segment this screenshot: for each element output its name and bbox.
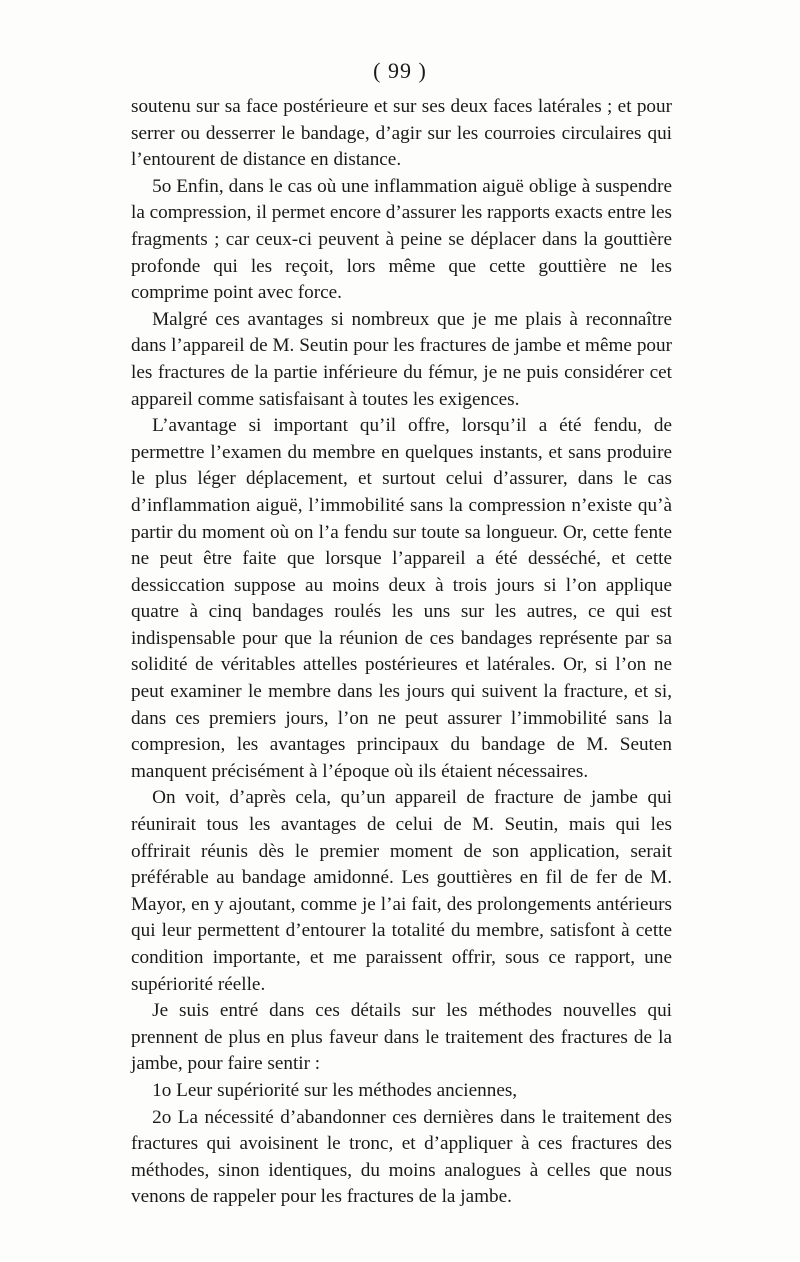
body-text [131, 94, 672, 1211]
paragraph-2: 5o Enfin, dans le cas où une inflammation aiguë oblige à suspendre la compression, il permet encore d’assurer les rapports exacts entre les fragments ; car ceux-ci peuvent à peine se déplacer dans la gouttière profonde qui les reçoit, lors même que cette gouttière ne les comprime point avec force. [131, 175, 672, 304]
paragraph-5: On voit, d’après cela, qu’un appareil de fracture de jambe qui réunirait tous les avantages de celui de M. Seutin, mais qui les offrirait réunis dès le premier moment de son application, serait préférable au bandage amidonné. Les gouttières en fil de fer de M. Mayor, en y ajoutant, comme je l’ai fait, des prolongements antérieurs qui leur permettent d’entourer la totalité du membre, satisfont à cette condition importante, et me paraissent offrir, sous ce rapport, une supériorité réelle. [131, 787, 672, 995]
paragraph-3: Malgré ces avantages si nombreux que je me plais à reconnaître dans l’appareil de M. Seutin pour les fractures de jambe et même pour les fractures de la partie inférieure du fémur, je ne puis considérer cet appareil comme satisfaisant à toutes les exigences. [131, 308, 672, 410]
list-item-2: 2o La nécessité d’abandonner ces dernières dans le traitement des fractures qui avoisinent le tronc, et d’appliquer à ces fractures des méthodes, sinon identiques, du moins analogues à celles que nous venons de rappeler pour les fractures de la jambe. [131, 1106, 672, 1208]
paragraph-4: L’avantage si important qu’il offre, lorsqu’il a été fendu, de permettre l’examen du membre en quelques instants, et sans produire le plus léger déplacement, et surtout celui d’assurer, dans le cas d’inflammation aiguë, l’immobilité sans la compression n’existe qu’à partir du moment où on l’a fendu sur toute sa longueur. Or, cette fente ne peut être faite que lorsque l’appareil a été desséché, et cette dessiccation suppose au moins deux à trois jours si l’on applique quatre à cinq bandages roulés les uns sur les autres, ce qui est indispensable pour que la réunion de ces bandages représente par sa solidité de véritables attelles postérieures et latérales. Or, si l’on ne peut examiner le membre dans les jours qui suivent la fracture, et si, dans ces premiers jours, l’on ne peut assurer l’immobilité sans la compresion, les avantages principaux du bandage de M. Seuten manquent précisément à l’époque où ils étaient nécessaires. [131, 415, 672, 782]
paragraph-6: Je suis entré dans ces détails sur les méthodes nouvelles qui prennent de plus en plus faveur dans le traitement des fractures de la jambe, pour faire sentir : [131, 1000, 672, 1075]
list-item-1: 1o Leur supériorité sur les méthodes anciennes, [152, 1079, 518, 1101]
paragraph-1: soutenu sur sa face postérieure et sur ses deux faces latérales ; et pour serrer ou desserrer le bandage, d’agir sur les courroies circulaires qui l’entourent de distance en distance. [131, 96, 672, 171]
page-number: ( 99 ) [373, 58, 427, 83]
